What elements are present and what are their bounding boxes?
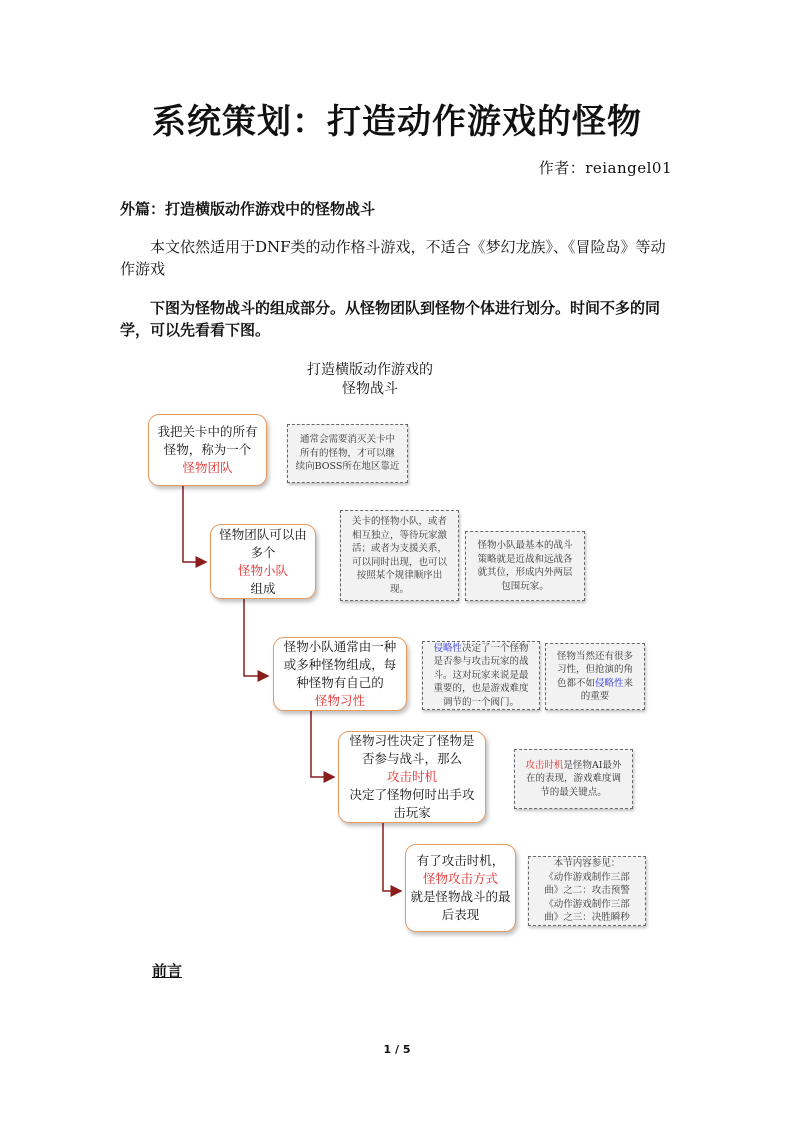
note1-line1: 通常会需要消灭关卡中 [299,434,395,446]
node2-line1: 怪物团队可以由 [219,526,307,542]
note5-line2: 习性，但抢演的角 [556,664,633,675]
note3-line3: 就其位，形成内外两层 [477,567,573,578]
note3-line4: 包围玩家。 [501,580,549,592]
note6-line1-text: 是怪物AI最外 [563,759,622,771]
node-monster-team [148,414,267,486]
note3-line1: 怪物小队最基本的战斗 [477,540,573,551]
note4-line2: 是否参与攻击玩家的战 [433,656,529,668]
node4-highlight: 攻击时机 [386,769,437,784]
note7-line2: 《动作游戏制作三部 [544,871,630,883]
note1-line2: 所有的怪物，才可以继 [299,447,395,459]
note5-line1: 怪物当然还有很多 [556,650,633,662]
note5-line3b: 来 [623,677,634,689]
note4-line1-text: 决定了一个怪物 [462,642,529,654]
node-monster-habit [273,637,407,711]
note2-line4: 可以同时出现，也可以 [351,556,447,568]
preface-heading: 前言 [152,962,183,980]
node2-line4: 组成 [250,580,276,596]
note7-line4: 《动作游戏制作三部 [544,898,630,910]
note6-highlight: 攻击时机 [525,759,564,771]
node3-line2: 或多种怪物组成，每 [283,657,397,672]
note3-line2: 策略就是近战和远战各 [477,553,573,565]
note-aggression [422,641,540,710]
note7-line3: 曲》之二：攻击预警 [544,885,630,897]
section-heading: 外篇：打造横版动作游戏中的怪物战斗 [120,200,376,218]
diagram-title-line2: 怪物战斗 [342,381,398,397]
note2-line3: 活；或者为支援关系， [351,543,447,554]
note7-line5: 曲》之三：决胜瞬秒 [544,912,630,924]
page-number: 1 / 5 [383,1043,411,1056]
note-squad-relations [340,510,459,601]
note6-line2: 在的表现，游戏难度调 [525,773,621,785]
node5-line3: 就是怪物战斗的最 [410,889,511,904]
node1-highlight: 怪物团队 [182,460,233,475]
note4-line1 [427,642,535,656]
note7-line1: 本节内容参见： [553,858,621,870]
page-title: 系统策划：打造动作游戏的怪物 [152,102,642,142]
note6-line3: 节的最关键点。 [540,786,607,798]
node3-line1: 怪物小队通常由一种 [283,639,397,654]
node4-line5: 击玩家 [393,805,431,820]
note-squad-strategy [465,531,585,601]
note4-line4: 重要的，也是游戏难度 [433,683,529,695]
connector-3-4 [311,711,334,777]
author-line: 作者：reiangel01 [538,159,672,177]
diagram-title-line1: 打造横版动作游戏的 [307,362,433,378]
note2-line2: 相互独立，等待玩家激 [351,529,447,541]
node-attack-timing [338,731,486,823]
node2-highlight: 怪物小队 [237,562,288,578]
node5-highlight: 怪物攻击方式 [422,871,498,886]
note2-line6: 现。 [389,583,409,595]
node4-line2: 否参与战斗，那么 [361,751,462,766]
node5-line4: 后表现 [441,907,480,922]
note2-line5: 按照某个规律顺序出 [356,570,443,581]
node1-line1: 我把关卡中的所有 [157,424,258,439]
note4-highlight: 侵略性 [433,642,462,654]
connector-4-5 [383,822,401,891]
note5-line4: 的重要 [580,691,610,702]
paragraph-intro-text: 本文依然适用于DNF类的动作格斗游戏，不适合《梦幻龙族》、《冒险岛》等动作游戏 [120,238,666,278]
note5-line3 [550,677,640,691]
connector-2-3 [244,598,268,676]
note5-highlight: 侵略性 [594,677,624,689]
note5-line3a: 色都不如 [556,677,595,689]
paragraph-diagram-intro-text: 下图为怪物战斗的组成部分。从怪物团队到怪物个体进行划分。时间不多的同学，可以先看看下图。 [120,299,661,339]
note-references [528,856,646,926]
note2-line1: 关卡的怪物小队，或者 [351,516,447,527]
node4-line4: 决定了怪物何时出手攻 [349,787,475,802]
node1-line2: 怪物，称为一个 [163,442,252,457]
node3-highlight: 怪物习性 [314,693,365,708]
node4-line1: 怪物习性决定了怪物是 [349,733,475,748]
node5-line1: 有了攻击时机， [416,853,505,868]
node2-line2: 多个 [250,544,276,560]
note-attack-timing [514,749,633,809]
node-attack-method [405,844,516,932]
note-team-info [287,424,408,483]
note4-line3: 斗。这对玩家来说是最 [433,669,529,681]
note6-line1 [519,759,628,773]
note1-line3: 续向BOSS所在地区靠近 [295,461,400,473]
node-monster-squad [210,524,316,599]
note-other-habits [545,643,645,710]
connector-1-2 [183,486,206,562]
node3-line3: 种怪物有自己的 [296,675,384,690]
note4-line5: 调节的一个阀门。 [442,696,519,708]
